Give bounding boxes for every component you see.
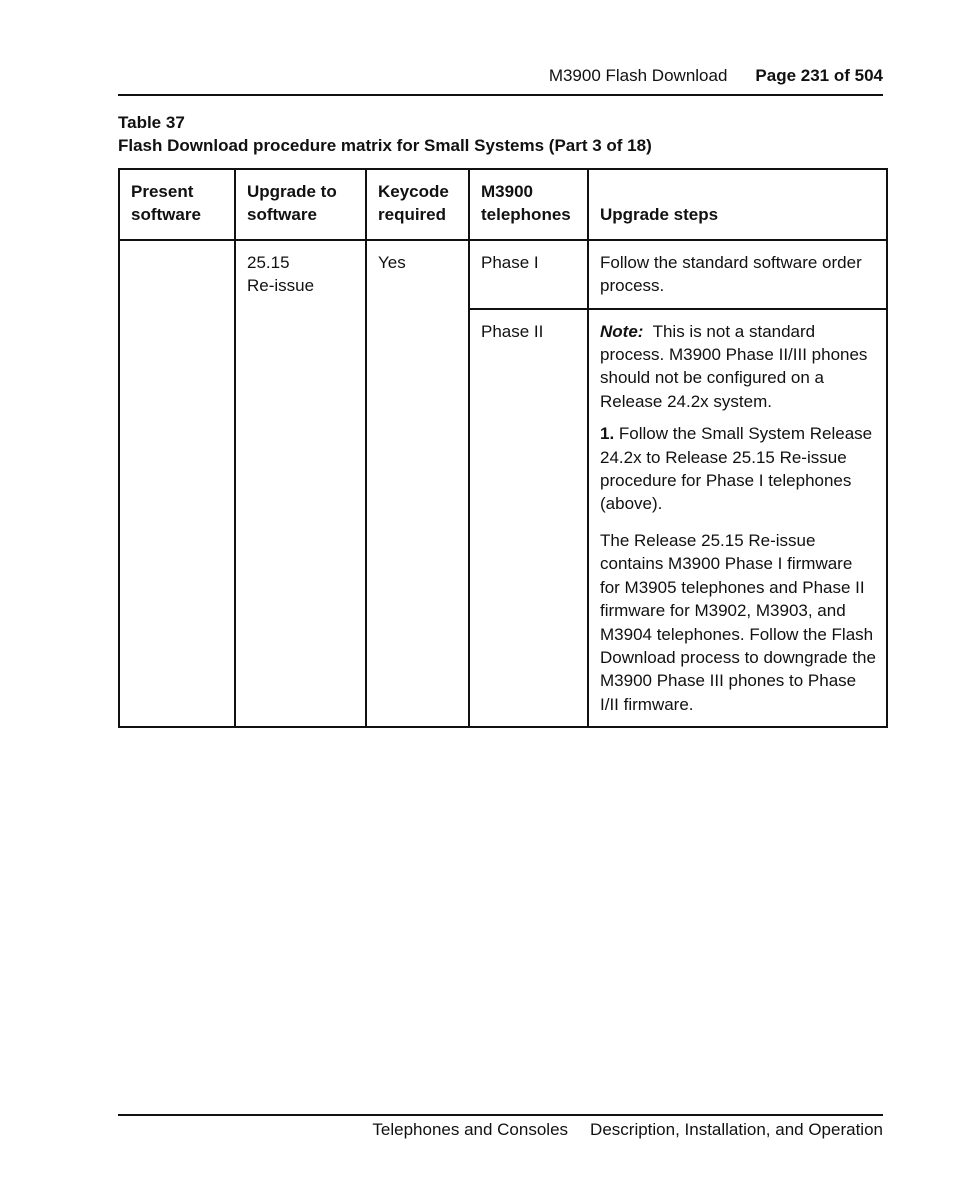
cell-steps-phase-2: [588, 309, 887, 728]
column-header-present-software: Present software: [119, 169, 235, 240]
footer-subtitle: Description, Installation, and Operation: [590, 1120, 883, 1139]
cell-steps-phase-1: Follow the standard software order process.: [588, 240, 887, 309]
cell-telephones-phase-1: Phase I: [469, 240, 588, 309]
column-header-keycode-required: Keycode required: [366, 169, 469, 240]
page-header: [118, 64, 883, 96]
info-paragraph: The Release 25.15 Re-issue contains M3900 Phase I firmware for M3905 telephones and Phase II firmware for M3902, M3903, and M3904 telephones. Follow the Flash Download process to downgrade the M3900 Phase III phones to Phase I/II firmware.: [600, 530, 876, 714]
column-header-upgrade-steps: Upgrade steps: [588, 169, 887, 240]
footer-publication: Telephones and Consoles: [372, 1120, 569, 1139]
step-paragraph: [600, 422, 876, 516]
column-header-m3900-telephones: M3900 telephones: [469, 169, 588, 240]
table-header-row: [119, 169, 887, 240]
cell-telephones-phase-2: Phase II: [469, 309, 588, 728]
table-row: [119, 240, 887, 309]
procedure-matrix-table: [118, 168, 888, 728]
step-number: 1.: [600, 424, 615, 444]
cell-upgrade-to-software: 25.15 Re-issue: [235, 240, 366, 727]
note-text: This is not a standard process. M3900 Phase II/III phones should not be configured on a Release 24.2x system.: [600, 321, 873, 411]
column-header-upgrade-to-software: Upgrade to software: [235, 169, 366, 240]
page-number: Page 231 of 504: [755, 66, 883, 85]
table-title: Flash Download procedure matrix for Small Systems (Part 3 of 18): [118, 135, 652, 155]
page-footer: [118, 1114, 883, 1142]
note-paragraph: [600, 320, 876, 414]
note-label: Note:: [600, 321, 644, 341]
table-number: Table 37: [118, 113, 185, 132]
cell-keycode-required: Yes: [366, 240, 469, 727]
document-title: M3900 Flash Download: [548, 66, 728, 85]
step-text: Follow the Small System Release 24.2x to Release 25.15 Re-issue procedure for Phase I telephones (above).: [600, 424, 873, 514]
cell-present-software: [119, 240, 235, 727]
table-caption: [118, 112, 883, 157]
